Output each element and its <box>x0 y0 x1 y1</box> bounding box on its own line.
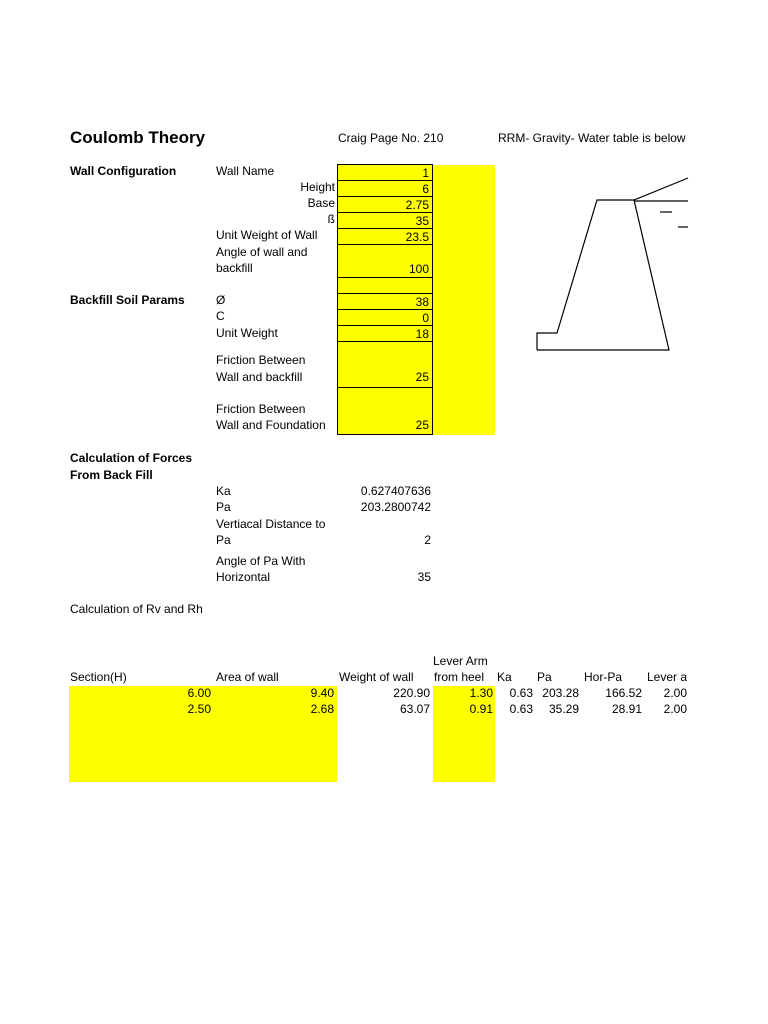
angle-wall-label-2: backfill <box>216 261 253 275</box>
beta-value: 35 <box>415 214 429 228</box>
base-cell[interactable] <box>337 196 433 213</box>
vert-dist-label-2: Pa <box>216 533 231 547</box>
base-value: 2.75 <box>405 198 429 212</box>
row2-weight: 63.07 <box>399 702 430 716</box>
page-title: Coulomb Theory <box>70 128 206 147</box>
wall-name-cell[interactable] <box>337 164 433 181</box>
header-lever-arm-2: Lever a <box>647 670 688 684</box>
row1-ka: 0.63 <box>509 686 533 700</box>
row1-weight: 220.90 <box>393 686 430 700</box>
header-area: Area of wall <box>216 670 279 684</box>
row1-pa: 203.28 <box>542 686 579 700</box>
retaining-wall-diagram <box>530 170 690 355</box>
unit-weight-wall-label: Unit Weight of Wall <box>216 228 318 242</box>
friction-foundation-value: 25 <box>415 418 429 432</box>
friction-foundation-label-2: Wall and Foundation <box>216 418 326 432</box>
backfill-slope-line <box>634 178 688 200</box>
row2-lever[interactable]: 0.91 <box>469 702 493 716</box>
row2-section[interactable]: 2.50 <box>187 702 211 716</box>
ka-value: 0.627407636 <box>360 484 431 498</box>
c-label: C <box>216 309 225 323</box>
row1-horpa: 166.52 <box>605 686 642 700</box>
unit-weight-wall-value: 23.5 <box>405 230 429 244</box>
row2-lever2: 2.00 <box>663 702 687 716</box>
angle-pa-value: 35 <box>417 570 431 584</box>
header-horpa: Hor-Pa <box>584 670 623 684</box>
vert-dist-value: 2 <box>424 533 431 547</box>
header-weight: Weight of wall <box>339 670 414 684</box>
unit-weight-wall-cell[interactable] <box>337 228 433 245</box>
friction-backfill-label-1: Friction Between <box>216 353 306 367</box>
row2-area[interactable]: 2.68 <box>310 702 334 716</box>
angle-pa-label-1: Angle of Pa With <box>216 554 306 568</box>
row2-pa: 35.29 <box>548 702 579 716</box>
angle-wall-value: 100 <box>408 262 429 276</box>
angle-wall-label-1: Angle of wall and <box>216 245 308 259</box>
lever-highlight <box>433 686 495 782</box>
angle-wall-cell[interactable] <box>337 244 433 278</box>
beta-label: ß <box>327 212 335 226</box>
header-section: Section(H) <box>70 670 127 684</box>
unit-weight-soil-label: Unit Weight <box>216 326 278 340</box>
header-ka: Ka <box>497 670 512 684</box>
forces-label-2: From Back Fill <box>70 468 153 482</box>
ka-label: Ka <box>216 484 231 498</box>
note-text: RRM- Gravity- Water table is below <box>498 131 686 145</box>
vert-dist-label-1: Vertiacal Distance to <box>216 517 326 531</box>
c-value: 0 <box>422 311 429 325</box>
header-lever-1: Lever Arm <box>433 654 488 668</box>
wall-config-label: Wall Configuration <box>70 164 177 178</box>
angle-pa-label-2: Horizontal <box>216 570 271 584</box>
row1-lever[interactable]: 1.30 <box>469 686 493 700</box>
forces-label-1: Calculation of Forces <box>70 451 193 465</box>
friction-backfill-cell[interactable] <box>337 341 433 388</box>
friction-foundation-cell[interactable] <box>337 387 433 435</box>
c-cell[interactable] <box>337 309 433 326</box>
section-area-highlight <box>69 686 337 782</box>
reference-text: Craig Page No. 210 <box>338 131 444 145</box>
height-cell[interactable] <box>337 180 433 197</box>
blank-cell[interactable] <box>337 277 433 294</box>
header-lever-2: from heel <box>434 670 485 684</box>
unit-weight-soil-cell[interactable] <box>337 325 433 342</box>
height-value: 6 <box>422 182 429 196</box>
pa-value: 203.2800742 <box>360 500 431 514</box>
row1-section[interactable]: 6.00 <box>187 686 211 700</box>
row1-lever2: 2.00 <box>663 686 687 700</box>
wall-outline <box>537 200 669 350</box>
rv-rh-title: Calculation of Rv and Rh <box>70 602 203 616</box>
row1-area[interactable]: 9.40 <box>310 686 334 700</box>
phi-label: Ø <box>216 293 226 307</box>
base-label: Base <box>307 196 335 210</box>
phi-cell[interactable] <box>337 293 433 310</box>
unit-weight-soil-value: 18 <box>415 327 429 341</box>
wall-name-label: Wall Name <box>216 164 275 178</box>
backfill-label: Backfill Soil Params <box>70 293 185 307</box>
friction-backfill-value: 25 <box>415 370 429 384</box>
wall-name-value: 1 <box>422 166 429 180</box>
pa-label: Pa <box>216 500 231 514</box>
phi-value: 38 <box>415 295 429 309</box>
header-pa: Pa <box>537 670 552 684</box>
row2-horpa: 28.91 <box>611 702 642 716</box>
height-label: Height <box>300 180 335 194</box>
friction-backfill-label-2: Wall and backfill <box>216 370 303 384</box>
row2-ka: 0.63 <box>509 702 533 716</box>
beta-cell[interactable] <box>337 212 433 229</box>
friction-foundation-label-1: Friction Between <box>216 402 306 416</box>
